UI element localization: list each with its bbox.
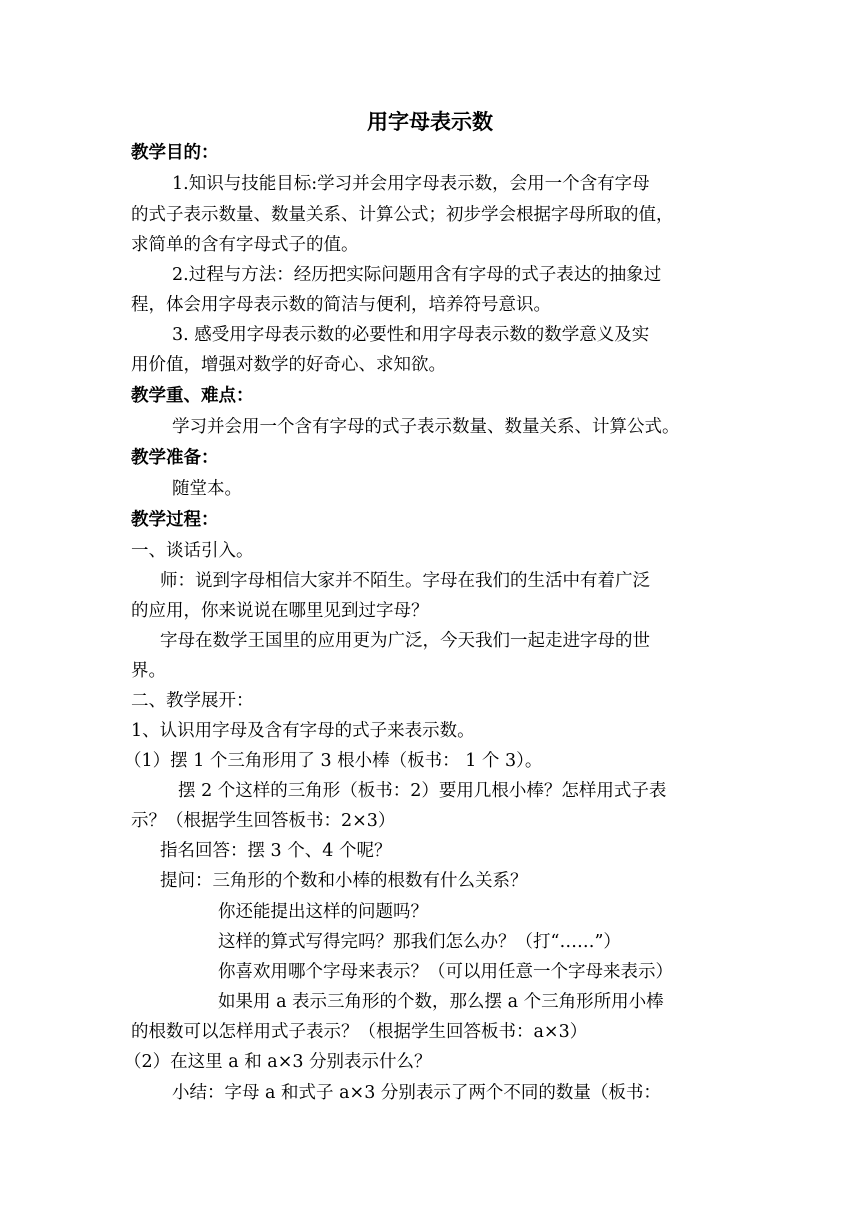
process-line: 二、教学展开：	[131, 691, 254, 711]
process-line: 示？（根据学生回答板书：2×3）	[131, 811, 396, 831]
process-heading: 教学过程：	[131, 510, 219, 530]
process-line: 1、认识用字母及含有字母的式子来表示数。	[131, 721, 475, 741]
document-title: 用字母表示数	[367, 110, 493, 134]
key-heading: 教学重、难点：	[131, 386, 254, 406]
process-line: 这样的算式写得完吗？那我们怎么办？（打“……”）	[218, 932, 621, 952]
goal1-line2: 的式子表示数量、数量关系、计算公式；初步学会根据字母所取的值，	[131, 205, 674, 225]
goal3-line2: 用价值，增强对数学的好奇心、求知欲。	[131, 355, 446, 375]
process-line: 提问：三角形的个数和小棒的根数有什么关系？	[160, 871, 528, 891]
process-line: 一、谈话引入。	[131, 541, 254, 561]
goal1-line3: 求简单的含有字母式子的值。	[131, 235, 359, 255]
goal3-line1: 3. 感受用字母表示数的必要性和用字母表示数的数学意义及实	[172, 325, 650, 345]
process-line: 摆 2 个这样的三角形（板书：2）要用几根小棒？怎样用式子表	[178, 781, 667, 801]
prep-heading: 教学准备：	[131, 448, 219, 468]
process-line: 师：说到字母相信大家并不陌生。字母在我们的生活中有着广泛	[160, 571, 650, 591]
prep-line1: 随堂本。	[172, 479, 242, 499]
process-line: 小结：字母 a 和式子 a×3 分别表示了两个不同的数量（板书：	[172, 1083, 661, 1103]
process-line: 你喜欢用哪个字母来表示？（可以用任意一个字母来表示）	[218, 962, 673, 982]
process-line: （1）摆 1 个三角形用了 3 根小棒（板书： 1 个 3）。	[124, 751, 543, 771]
process-line: 界。	[131, 661, 166, 681]
process-line: 如果用 a 表示三角形的个数，那么摆 a 个三角形所用小棒	[218, 992, 664, 1012]
process-line: 的应用，你来说说在哪里见到过字母？	[131, 601, 429, 621]
goals-heading: 教学目的：	[131, 143, 219, 163]
process-line: 字母在数学王国里的应用更为广泛，今天我们一起走进字母的世	[160, 631, 650, 651]
process-line: 你还能提出这样的问题吗？	[218, 902, 428, 922]
process-line: 指名回答：摆 3 个、4 个呢？	[160, 841, 392, 861]
key-line1: 学习并会用一个含有字母的式子表示数量、数量关系、计算公式。	[172, 417, 680, 437]
process-line: （2）在这里 a 和 a×3 分别表示什么？	[124, 1052, 432, 1072]
process-line: 的根数可以怎样用式子表示？（根据学生回答板书：a×3）	[131, 1022, 588, 1042]
goal1-line1: 1.知识与技能目标:学习并会用字母表示数，会用一个含有字母	[172, 174, 650, 194]
goal2-line1: 2.过程与方法：经历把实际问题用含有字母的式子表达的抽象过	[172, 265, 662, 285]
goal2-line2: 程，体会用字母表示数的简洁与便利，培养符号意识。	[131, 295, 551, 315]
